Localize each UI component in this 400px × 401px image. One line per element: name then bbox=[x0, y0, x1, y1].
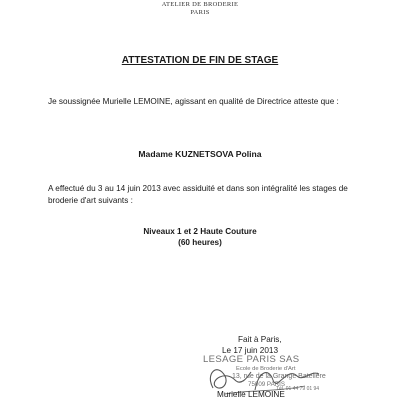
organization-city: PARIS bbox=[190, 9, 210, 16]
intro-text: Je soussignée Murielle LEMOINE, agissant en qualité de Directrice atteste que : bbox=[48, 97, 339, 106]
recipient-name: Madame KUZNETSOVA Polina bbox=[138, 149, 262, 159]
stamp-line-2: 13, rue de la Grange Batelière bbox=[232, 373, 326, 380]
body-line-1: A effectué du 3 au 14 juin 2013 avec assiduité et dans son intégralité les stages de bbox=[48, 184, 348, 193]
date: Le 17 juin 2013 bbox=[222, 346, 278, 355]
stamp-line-1: Ecole de Broderie d'Art bbox=[236, 366, 296, 372]
place: Fait à Paris, bbox=[238, 335, 282, 344]
stamp-line-3: 75009 PARIS bbox=[248, 381, 286, 388]
stamp-company: LESAGE PARIS SAS bbox=[203, 354, 300, 365]
stamp-phone: Tél. 01 44 79 01 94 bbox=[276, 386, 320, 392]
signatory-name: Murielle LEMOINE bbox=[217, 390, 285, 399]
course-hours: (60 heures) bbox=[178, 238, 222, 247]
organization-name: ATELIER DE BRODERIE bbox=[161, 1, 239, 8]
course-name: Niveaux 1 et 2 Haute Couture bbox=[143, 227, 257, 236]
body-line-2: broderie d'art suivants : bbox=[48, 196, 133, 205]
document-title: ATTESTATION DE FIN DE STAGE bbox=[121, 55, 279, 66]
